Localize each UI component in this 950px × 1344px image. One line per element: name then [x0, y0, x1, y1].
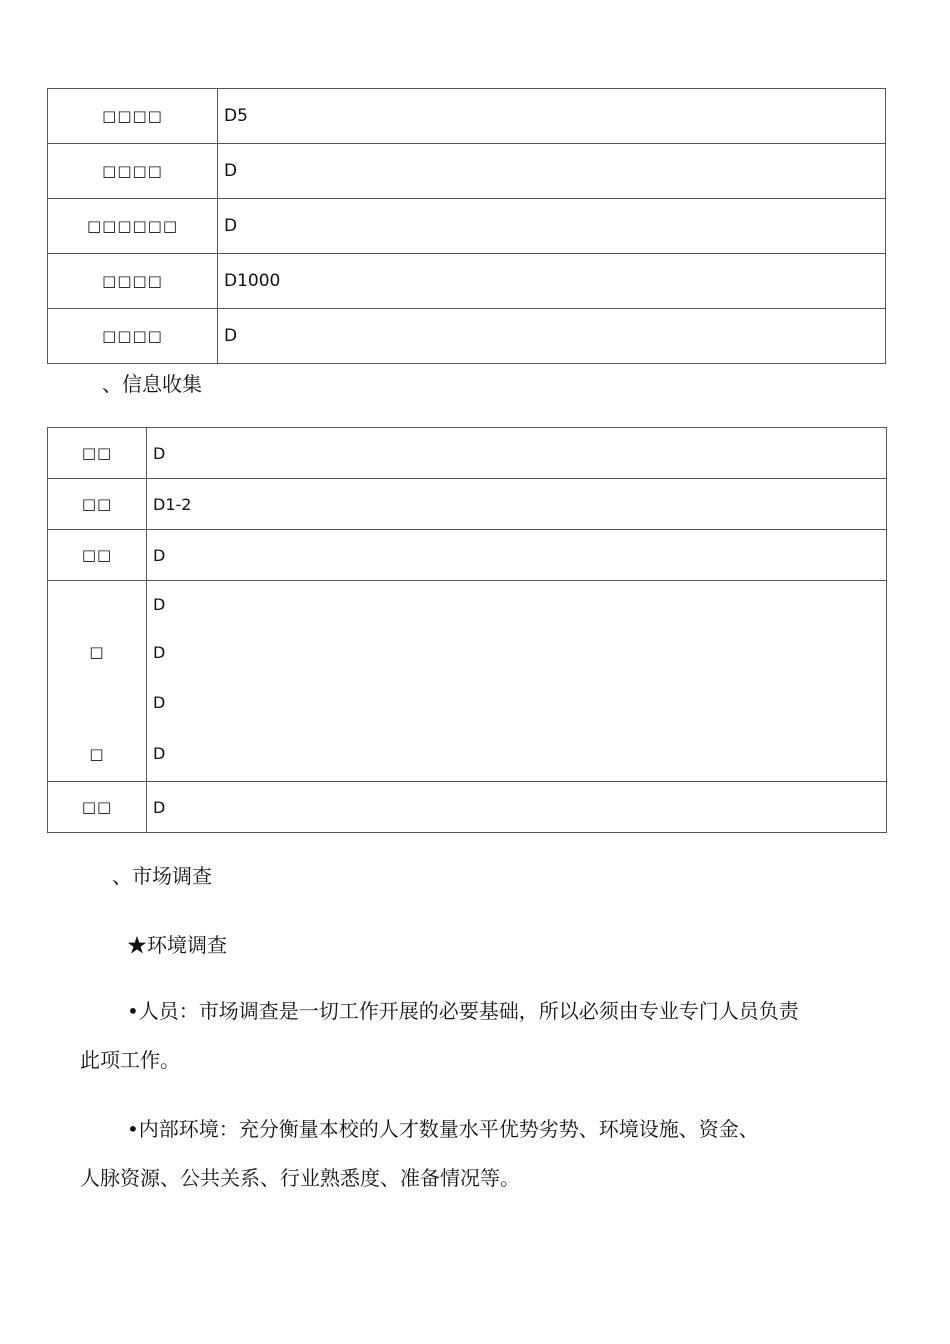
paragraph-line: 此项工作。: [80, 1048, 180, 1072]
table-row: [48, 530, 887, 581]
info-table-2: [47, 427, 887, 833]
row-label: □□□□: [48, 309, 218, 364]
row-value: D: [153, 595, 166, 614]
paragraph-internal-environment: [80, 1105, 880, 1203]
paragraph-line: •人员：市场调查是一切工作开展的必要基础，所以必须由专业专门人员负责: [127, 999, 799, 1023]
table-row: [48, 144, 886, 199]
row-label: □□□□: [48, 89, 218, 144]
row-value: D5: [218, 89, 886, 144]
row-value: D: [147, 428, 887, 479]
table-row: [48, 782, 887, 833]
table-row: [48, 479, 887, 530]
row-label: □□□□: [48, 144, 218, 199]
row-value: D: [218, 199, 886, 254]
subsection-heading-environment: ★环境调查: [127, 933, 227, 957]
table-row: [48, 428, 887, 479]
section-heading-market: 、市场调查: [112, 864, 212, 888]
row-value: D: [147, 782, 887, 833]
table-row: [48, 254, 886, 309]
row-value: D1000: [218, 254, 886, 309]
row-label: □□□□□□: [48, 199, 218, 254]
row-label: □: [89, 745, 105, 763]
multi-row-value-cell: [147, 581, 887, 782]
row-label: □□: [48, 782, 147, 833]
row-value: D: [153, 693, 166, 712]
paragraph-personnel: [80, 987, 880, 1085]
paragraph-line: •内部环境：充分衡量本校的人才数量水平优势劣势、环境设施、资金、: [127, 1117, 759, 1141]
row-value: D: [147, 530, 887, 581]
row-value: D: [218, 309, 886, 364]
row-value: D: [153, 744, 166, 763]
row-label: □□: [48, 428, 147, 479]
table-row: [48, 309, 886, 364]
info-table-1: [47, 88, 886, 364]
row-label: □□: [48, 530, 147, 581]
row-value: D: [218, 144, 886, 199]
row-value: D1-2: [147, 479, 887, 530]
row-label: □: [89, 643, 105, 661]
section-heading-info: 、信息收集: [102, 372, 202, 396]
multi-row-label-cell: [48, 581, 147, 782]
row-value: D: [153, 643, 166, 662]
table-row-multi: [48, 581, 887, 782]
row-label: □□□□: [48, 254, 218, 309]
row-label: □□: [48, 479, 147, 530]
table-row: [48, 89, 886, 144]
table-row: [48, 199, 886, 254]
paragraph-line: 人脉资源、公共关系、行业熟悉度、准备情况等。: [80, 1166, 520, 1190]
